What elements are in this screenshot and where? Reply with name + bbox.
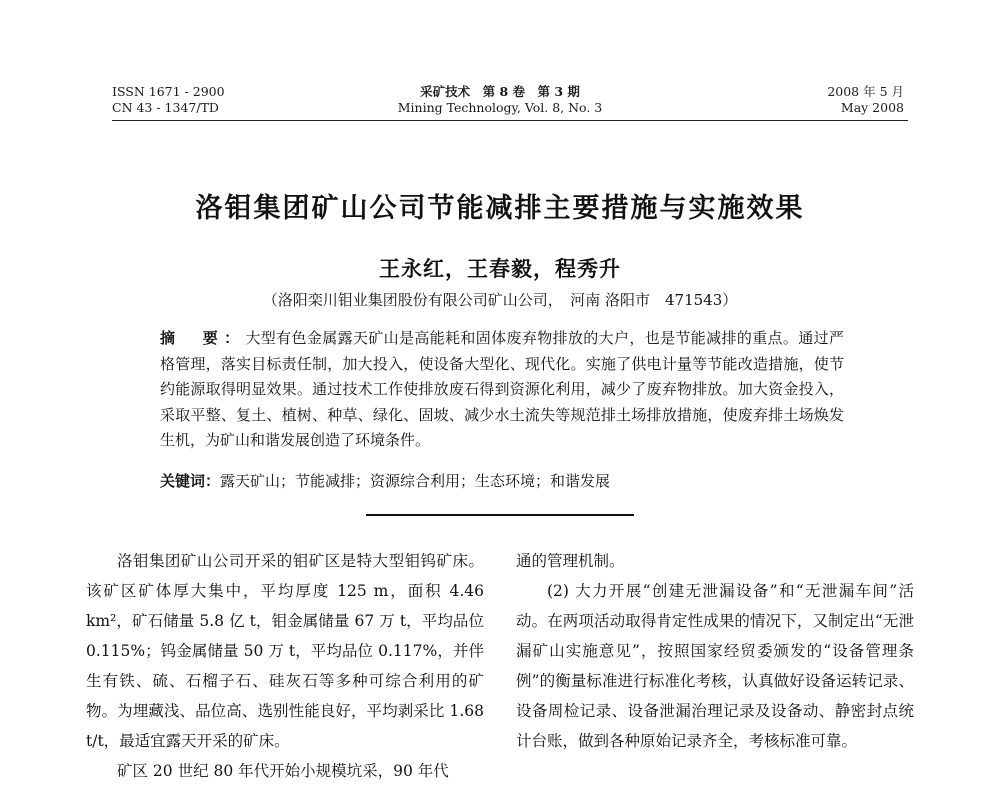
issn: ISSN 1671 - 2900 xyxy=(112,84,225,99)
cn-number: CN 43 - 1347/TD xyxy=(112,100,219,115)
date-cn: 2008 年 5 月 xyxy=(827,84,904,99)
keywords-label: 关键词： xyxy=(160,472,221,490)
body-column-left xyxy=(86,546,484,786)
journal-name-en: Mining Technology, Vol. 8, No. 3 xyxy=(397,100,603,115)
abstract-label: 摘 要： xyxy=(160,329,246,347)
header-right xyxy=(827,84,904,116)
keywords xyxy=(160,469,844,493)
affiliation: （洛阳栾川钼业集团股份有限公司矿山公司， 河南 洛阳市 471543） xyxy=(262,291,738,309)
abstract xyxy=(160,326,844,454)
header-rule xyxy=(112,120,908,121)
paper-title: 洛钼集团矿山公司节能减排主要措施与实施效果 xyxy=(195,193,805,224)
date-en: May 2008 xyxy=(840,100,904,115)
authors: 王永红，王春毅，程秀升 xyxy=(379,256,621,281)
section-divider xyxy=(366,514,634,516)
body-paragraph: (2) 大力开展“创建无泄漏设备”和“无泄漏车间”活动。在两项活动取得肯定性成果的情况下，又制定出“无泄漏矿山实施意见”，按照国家经贸委颁发的“设备管理条例”的衡量标准进行标准化考核，认真做好设备运转记录、设备周检记录、设备泄漏治理记录及设备动、静密封点统计台账，做到各种原始记录齐全，考核标准可靠。 xyxy=(516,582,914,750)
body-paragraph: 矿区 20 世纪 80 年代开始小规模坑采，90 年代 xyxy=(117,762,449,780)
abstract-text: 大型有色金属露天矿山是高能耗和固体废弃物排放的大户，也是节能减排的重点。通过严格管理，落实目标责任制，加大投入，使设备大型化、现代化。实施了供电计量等节能改造措施，使节约能源取得明显效果。通过技术工作使排放废石得到资源化利用，减少了废弃物排放。加大资金投入，采取平整、复土、植树、种草、绿化、固坡、减少水土流失等规范排土场排放措施，使废弃排土场焕发生机，为矿山和谐发展创造了环境条件。 xyxy=(160,329,844,449)
keywords-text: 露天矿山；节能减排；资源综合利用；生态环境；和谐发展 xyxy=(220,472,611,490)
body-paragraph: 通的管理机制。 xyxy=(516,552,625,570)
body-column-right xyxy=(516,546,914,756)
journal-name-cn: 采矿技术 第 8 卷 第 3 期 xyxy=(420,84,580,99)
body-paragraph: 洛钼集团矿山公司开采的钼矿区是特大型钼钨矿床。该矿区矿体厚大集中，平均厚度 125 m，面积 4.46 km²，矿石储量 5.8 亿 t，钼金属储量 67 万 t，平均品位 0.115%；钨金属储量 50 万 t，平均品位 0.117%，并伴生有铁、硫、石榴子石、硅灰石等多种可综合利用的矿物。为埋藏浅、品位高、选别性能良好，平均剥采比 1.68 t/t，最适宜露天开采的矿床。 xyxy=(86,552,484,750)
